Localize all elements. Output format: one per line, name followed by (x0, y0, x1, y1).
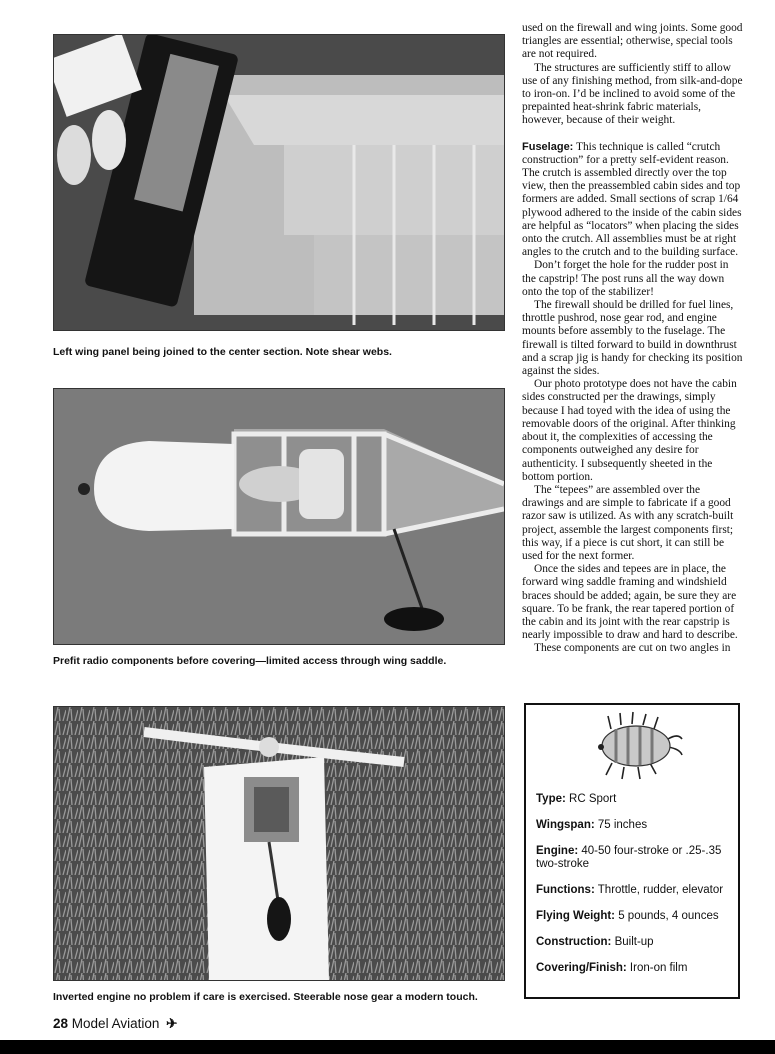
spec-row (536, 936, 732, 949)
section-heading: Fuselage: (522, 140, 574, 153)
spec-box (524, 703, 740, 999)
engine-image (54, 707, 504, 980)
page-folio (53, 1016, 177, 1032)
scan-edge-band (0, 1040, 775, 1054)
spec-value: 40-50 four-stroke or .25-.35 two-stroke (536, 845, 722, 870)
page-number: 28 (53, 1016, 69, 1031)
spec-value: 5 pounds, 4 ounces (615, 910, 719, 922)
photo-wing-panel (53, 34, 505, 331)
spec-label: Wingspan: (536, 819, 595, 831)
spec-label: Functions: (536, 884, 595, 896)
photo-caption: Inverted engine no problem if care is exercised. Steerable nose gear a modern touch. (53, 991, 478, 1003)
article-paragraph: The structures are sufficiently stiff to allow use of any finishing method, from silk-and-dope to iron-on. I’d be inclined to avoid some of the prepainted heat-shrink fabric materials, however, because of their weight. (522, 61, 743, 127)
photo-caption: Prefit radio components before covering—limited access through wing saddle. (53, 655, 447, 667)
spec-row (536, 910, 732, 923)
spec-value: Iron-on film (626, 962, 688, 974)
article-paragraph: Once the sides and tepees are in place, the forward wing saddle framing and windshield braces should be added; again, be sure they are square. To be frank, the rear tapered portion of the cabin and its joint with the rear capstrip is nearly impossible to draw and hard to describe. (522, 563, 738, 642)
spec-row (536, 793, 732, 806)
photo-fuselage (53, 388, 505, 645)
bug-icon (586, 711, 686, 781)
spec-row (536, 884, 732, 897)
spec-value: Throttle, rudder, elevator (594, 884, 724, 896)
article-paragraph: The firewall should be drilled for fuel lines, throttle pushrod, nose gear rod, and engine mounts before assembly to the fuselage. The firewall is tilted forward to build in downthrust and a scrap jig is handy for checking its position against the sides. (522, 299, 743, 378)
spec-row (536, 962, 732, 975)
article-paragraph-fuselage (522, 141, 744, 260)
wing-panel-image (54, 35, 504, 330)
article-paragraph: The “tepees” are assembled over the drawings and are simple to fabricate if a good razor saw is utilized. As with any scratch-built project, assemble the largest components first; this way, if a piece is cut short, it can still be used for the next former. (522, 483, 734, 562)
spec-value: 75 inches (594, 819, 648, 831)
fuselage-image (54, 389, 504, 644)
article-paragraph: Our photo prototype does not have the cabin sides constructed per the drawings, simply because I had toyed with the idea of using the removable doors of the original. After thinking about it, the complexities of accessing the components outweighed any desire for authenticity. I subsequently sheeted in the bottom portion. (522, 378, 737, 483)
spec-list (536, 793, 732, 988)
spec-label: Type: (536, 793, 566, 805)
spec-label: Flying Weight: (536, 910, 616, 922)
spec-label: Covering/Finish: (536, 962, 627, 974)
spec-label: Construction: (536, 936, 612, 948)
article-column (522, 22, 744, 656)
magazine-name: Model Aviation (71, 1016, 160, 1031)
spec-row (536, 845, 732, 871)
paragraph-text: This technique is called “crutch construction” for a pretty self-evident reason. The crutch is assembled directly over the top view, then the preassembled cabin sides and top formers are added. Small sections of scrap 1/64 plywood adhered to the inside of the cabin sides are helpful as “locators” when placing the sides onto the crutch. All assemblies must be at right angles to the crutch and to the building surface. (522, 140, 742, 259)
airplane-icon: ✈ (166, 1016, 178, 1031)
photo-engine (53, 706, 505, 981)
photo-caption: Left wing panel being joined to the center section. Note shear webs. (53, 346, 392, 358)
article-paragraph: used on the firewall and wing joints. Some good triangles are essential; otherwise, special tools are not required. (522, 22, 743, 61)
spec-row (536, 819, 732, 832)
spec-value: Built-up (611, 936, 654, 948)
article-paragraph: These components are cut on two angles in (534, 642, 731, 655)
spec-label: Engine: (536, 845, 579, 857)
spec-value: RC Sport (565, 793, 617, 805)
article-paragraph: Don’t forget the hole for the rudder post in the capstrip! The post runs all the way down onto the top of the stabilizer! (522, 259, 729, 298)
